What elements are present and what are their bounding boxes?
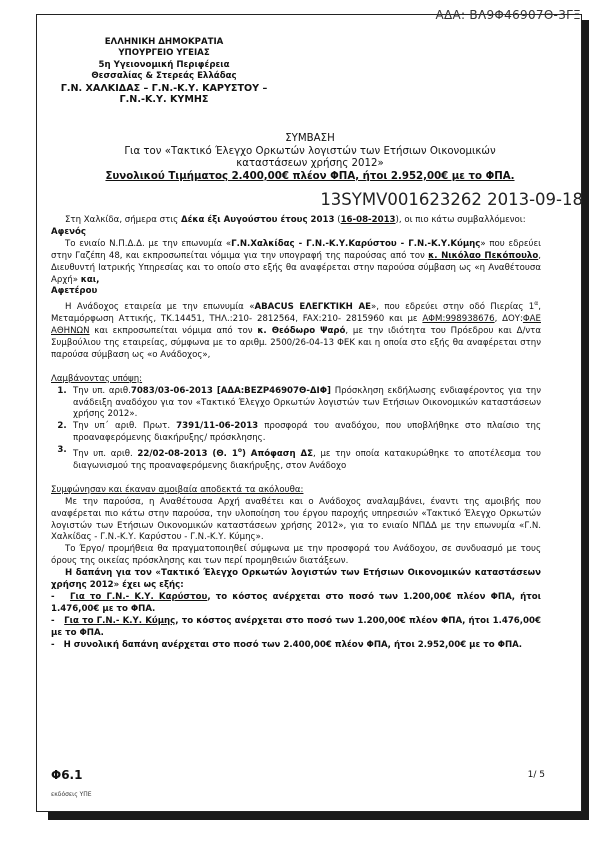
agreed-heading: Συμφώνησαν και έκαναν αμοιβαία αποδεκτά τα ακόλουθα: — [51, 484, 304, 495]
page-shadow-right — [582, 20, 589, 820]
cost-line-1: - Για το Γ.Ν.- Κ.Υ. Καρύστου, το κόστος ανέρχεται στο ποσό των 1.200,00€ πλέον ΦΠΑ, ήτοι 1.476,00€ με το ΦΠΑ. — [51, 592, 541, 614]
agreed-paragraph-2: Το Έργο/ προμήθεια θα πραγματοποιηθεί σύμφωνα με την προσφορά του Ανάδοχου, σε συνδυασμό με τους όρους της οικείας πρόσκλησης και των περί προμηθειών διατάξεων. — [51, 544, 541, 567]
party-a-paragraph: Το ενιαίο Ν.Π.Δ.Δ. με την επωνυμία «Γ.Ν.Χαλκίδας - Γ.Ν.-Κ.Υ.Καρύστου - Γ.Ν.-Κ.Υ.Κύμης» που εδρεύει στην Γαζέπη 48, και εκπροσωπείται νόμιμα για την υπογραφή της παρούσας από τον κ. Νικόλαο Πεκόπουλο, Διευθυντή Ιατρικής Υπηρεσίας και το οποίο στο εξής θα αναφέρεται στην παρούσα σύμβαση ως «η Αναθέτουσα Αρχή» και, — [51, 238, 542, 285]
document-page — [36, 14, 582, 812]
considering-item-1: 1. Την υπ. αριθ.7083/03-06-2013 [ΑΔΑ:ΒΕΖΡ46907Θ-ΔΙΦ] Πρόσκληση εκδήλωσης ενδιαφέροντος για την ανάδειξη αναδόχου για τον «Τακτικό Έλεγχο Ορκωτών λογιστών των Ετήσιων Οικονομικών καταστάσεων χρήσης 2012». — [57, 385, 542, 420]
party-b-paragraph: Η Ανάδοχος εταιρεία με την επωνυμία «ABACUS ΕΛΕΓΚΤΙΚΗ ΑΕ», που εδρεύει στην οδό Πιερίας $1^\alpha$, Μεταμόρφωση Αττικής, ΤΚ.14451, ΤΗΛ.:210- 2812564, FAX:210- 2815960 και με ΑΦΜ:998938676, ΔΟΥ:ΦΑΕ ΑΘΗΝΩΝ και εκπροσωπείται νόμιμα από τον κ. Θεόδωρο Ψαρό, με την ιδιότητα του Πρόεδρου και Δ/ντα Συμβούλιου της εταιρείας, σύμφωνα με το αριθμ. 2500/26-04-13 ΦΕΚ και η οποία στο εξής θα αναφέρεται στην παρούσα σύμβαση ως «ο Ανάδοχος», — [51, 300, 541, 360]
issuer-header — [49, 37, 279, 105]
page-shadow-bottom — [48, 812, 589, 820]
form-edition: εκδόσεις ΥΠΕ — [51, 791, 92, 798]
considering-heading: Λαμβάνοντας υπόψη: — [51, 373, 143, 384]
party-a-heading: Αφενός — [51, 226, 87, 237]
document-title — [37, 133, 583, 183]
agreed-paragraph-1: Με την παρούσα, η Αναθέτουσα Αρχή αναθέτει και ο Ανάδοχος αναλαμβάνει, έναντι της αμοιβής που αναφέρεται πιο κάτω στην παρούσα, την υλοποίηση του έργου παροχής υπηρεσιών «Τακτικό Έλεγχο Ορκωτών λογιστών των Ετήσιων Οικονομικών καταστάσεων χρήσης 2012», για το ενιαίο ΝΠΔΔ με την επωνυμία «Γ.Ν. Χαλκίδας - Γ.Ν.-Κ.Υ. Καρύστου - Γ.Ν.-Κ.Υ. Κύμης». — [51, 496, 541, 543]
header-line-2: ΥΠΟΥΡΓΕΙΟ ΥΓΕΙΑΣ — [118, 48, 210, 59]
considering-item-2: 2. Την υπ΄ αριθ. Πρωτ. 7391/11-06-2013 προσφορά του αναδόχου, που υποβλήθηκε στο πλαίσιο της προαναφερόμενης διακήρυξης/ πρόσκλησης. — [57, 421, 542, 444]
header-line-3: 5η Υγειονομική Περιφέρεια — [98, 59, 230, 70]
cost-line-total: - Η συνολική δαπάνη ανέρχεται στο ποσό των 2.400,00€ πλέον ΦΠΑ, ήτοι 2.952,00€ με το ΦΠΑ. — [51, 639, 523, 650]
form-code: Φ6.1 — [51, 768, 83, 782]
header-line-6: Γ.Ν.-Κ.Υ. ΚΥΜΗΣ — [119, 94, 209, 106]
title-sub-2: καταστάσεων χρήσης 2012» — [236, 158, 384, 170]
party-b-heading: Αφετέρου — [51, 286, 98, 297]
agreed-paragraph-3: Η δαπάνη για τον «Τακτικό Έλεγχο Ορκωτών λογιστών των Ετήσιων Οικονομικών καταστάσεων χρήσης 2012» έχει ως εξής: — [51, 568, 541, 591]
contract-reference-number: 13SYMV001623262 2013-09-18 — [320, 190, 583, 209]
document-body — [51, 215, 541, 652]
title-price: Συνολικού Τιμήματος 2.400,00€ πλέον ΦΠΑ, ήτοι 2.952,00€ με το ΦΠΑ. — [105, 170, 515, 182]
header-line-4: Θεσσαλίας & Στερεάς Ελλάδας — [91, 71, 237, 82]
intro-paragraph: Στη Χαλκίδα, σήμερα στις Δέκα έξι Αυγούστου έτους 2013 (16-08-2013), οι πιο κάτω συμβαλλόμενοι: — [65, 215, 526, 225]
title-main: ΣΥΜΒΑΣΗ — [285, 133, 335, 144]
header-line-1: ΕΛΛΗΝΙΚΗ ΔΗΜΟΚΡΑΤΙΑ — [104, 37, 224, 47]
cost-line-2: - Για το Γ.Ν.- Κ.Υ. Κύμης, το κόστος ανέρχεται στο ποσό των 1.200,00€ πλέον ΦΠΑ, ήτοι 1.476,00€ με το ΦΠΑ. — [51, 615, 541, 638]
page-number: 1/ 5 — [527, 770, 545, 780]
considering-item-3: 3. Την υπ. αριθ. 22/02-08-2013 (Θ. $1^o$) Απόφαση ΔΣ, με την οποία κατακυρώθηκε το αποτέλεσμα του διαγωνισμού της προαναφερόμενης διακήρυξης, στον Ανάδοχο — [57, 445, 541, 471]
title-sub-1: Για τον «Τακτικό Έλεγχο Ορκωτών λογιστών των Ετήσιων Οικονομικών — [124, 145, 496, 157]
header-line-5: Γ.Ν. ΧΑΛΚΙΔΑΣ – Γ.Ν.-Κ.Υ. ΚΑΡΥΣΤΟΥ – — [60, 82, 268, 94]
ada-identifier: ΑΔΑ: ΒΛ9Φ46907Θ-3ΓΞ — [435, 8, 581, 22]
